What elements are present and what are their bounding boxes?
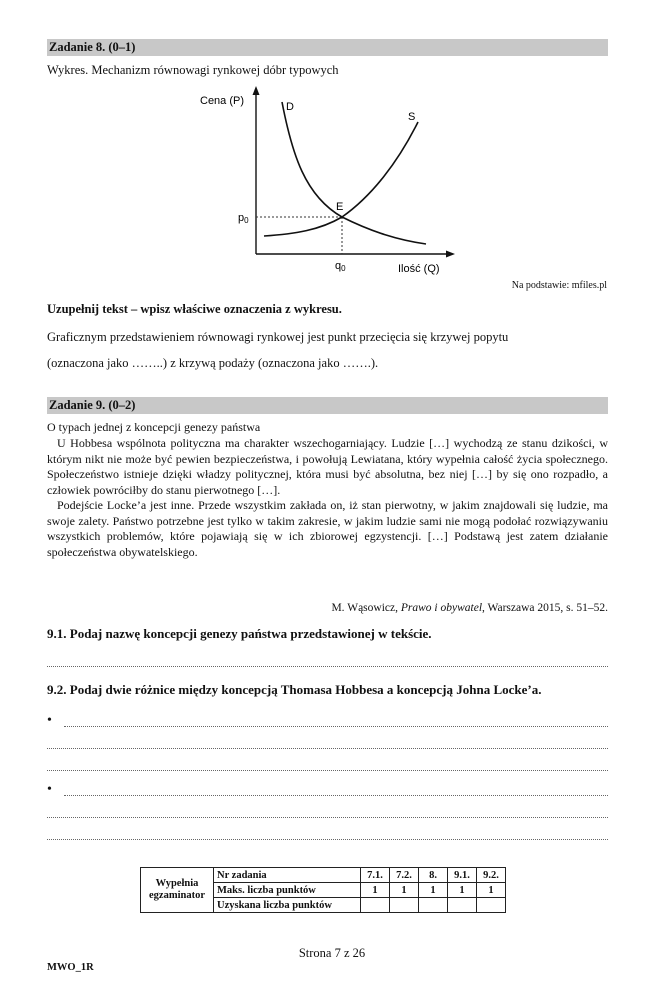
answer-line-9-2-a2[interactable] (47, 748, 608, 749)
task8-sentence-line1: Graficznym przedstawieniem równowagi rynkowej jest punkt przecięcia się krzywej popytu (47, 330, 509, 344)
bullet-1: • (47, 713, 52, 728)
max-points-cell: 1 (361, 883, 390, 898)
supply-curve (264, 122, 418, 236)
exam-code: MWO_1R (47, 962, 94, 973)
max-points-cell: 1 (419, 883, 448, 898)
scored-points-cell[interactable] (419, 898, 448, 913)
scored-points-cell[interactable] (361, 898, 390, 913)
task8-instruction: Uzupełnij tekst – wpisz właściwe oznaczenia z wykresu. (47, 302, 342, 316)
row-task-number-label: Nr zadania (214, 868, 361, 883)
task-number-cell: 7.2. (390, 868, 419, 883)
x-axis-arrow (446, 251, 455, 258)
task8-caption: Wykres. Mechanizm równowagi rynkowej dóbr typowych (47, 63, 339, 77)
question-9-2: 9.2. Podaj dwie różnice między koncepcją Thomasa Hobbesa a koncepcją Johna Locke’a. (47, 682, 542, 697)
paragraph-hobbes: U Hobbesa wspólnota polityczna ma charakter wszechogarniający. Ludzie […] wychodzą ze stanu dzikości, w którym nikt nie może być pewien bezpieczeństwa, i powołują Lewiatana, który wypełnia całość życia społecznego. Społeczeństwo istnieje dzięki władzy politycznej, która musi być absolutna, bez niej […] by się ono rozpadło, a człowiek powróciłby do stanu pierwotnego […]. (47, 436, 608, 497)
task-number-cell: 7.1. (361, 868, 390, 883)
task9-title: O typach jednej z koncepcji genezy państwa (47, 420, 261, 434)
chart-source: Na podstawie: mfiles.pl (511, 280, 607, 291)
answer-line-9-2-b2[interactable] (47, 817, 608, 818)
x-axis-label: Ilość (Q) (398, 263, 440, 275)
score-table (140, 867, 506, 913)
task-number-cell: 9.2. (477, 868, 506, 883)
supply-demand-chart (160, 84, 460, 284)
page-number: Strona 7 z 26 (298, 946, 366, 960)
answer-line-9-2-a3[interactable] (47, 770, 608, 771)
supply-label: S (408, 111, 416, 123)
scored-points-cell[interactable] (448, 898, 477, 913)
equilibrium-label: E (336, 201, 344, 213)
scored-points-cell[interactable] (390, 898, 419, 913)
demand-curve (282, 102, 426, 244)
y-axis-arrow (253, 86, 260, 95)
p0-label: p0 (238, 212, 249, 225)
q0-label: q0 (335, 260, 346, 273)
row-max-points-label: Maks. liczba punktów (214, 883, 361, 898)
demand-label: D (286, 101, 294, 113)
max-points-cell: 1 (448, 883, 477, 898)
answer-line-9-2-b1[interactable] (64, 795, 608, 796)
y-axis-label: Cena (P) (200, 95, 245, 107)
row-scored-points-label: Uzyskana liczba punktów (214, 898, 361, 913)
answer-line-9-2-a1[interactable] (64, 726, 608, 727)
task8-header: Zadanie 8. (0–1) (47, 39, 608, 56)
scored-points-cell[interactable] (477, 898, 506, 913)
task-number-cell: 9.1. (448, 868, 477, 883)
task-number-cell: 8. (419, 868, 448, 883)
task9-source-text (47, 436, 608, 560)
max-points-cell: 1 (390, 883, 419, 898)
citation: M. Wąsowicz, Prawo i obywatel, Warszawa 2015, s. 51–52. (331, 602, 608, 614)
task8-sentence-line2: (oznaczona jako ……..) z krzywą podaży (oznaczona jako …….). (47, 356, 379, 370)
paragraph-locke: Podejście Locke’a jest inne. Przede wszystkim zakłada on, iż stan pierwotny, w jakim znajdowali się ludzie, ma swoje zalety. Państwo potrzebne jest tylko w takim zakresie, w jakim ludzie sami nie mogą podołać rozwiązywaniu wszystkich problemów, które pojawiają się w ich zbiorowej egzystencji. […] Podstawą jest zatem działanie społeczeństwa obywatelskiego. (47, 498, 608, 559)
task9-header: Zadanie 9. (0–2) (47, 397, 608, 414)
examiner-label: Wypełnia egzaminator (141, 868, 214, 913)
max-points-cell: 1 (477, 883, 506, 898)
answer-line-9-1[interactable] (47, 666, 608, 667)
answer-line-9-2-b3[interactable] (47, 839, 608, 840)
question-9-1: 9.1. Podaj nazwę koncepcji genezy państwa przedstawionej w tekście. (47, 626, 432, 641)
bullet-2: • (47, 782, 52, 797)
